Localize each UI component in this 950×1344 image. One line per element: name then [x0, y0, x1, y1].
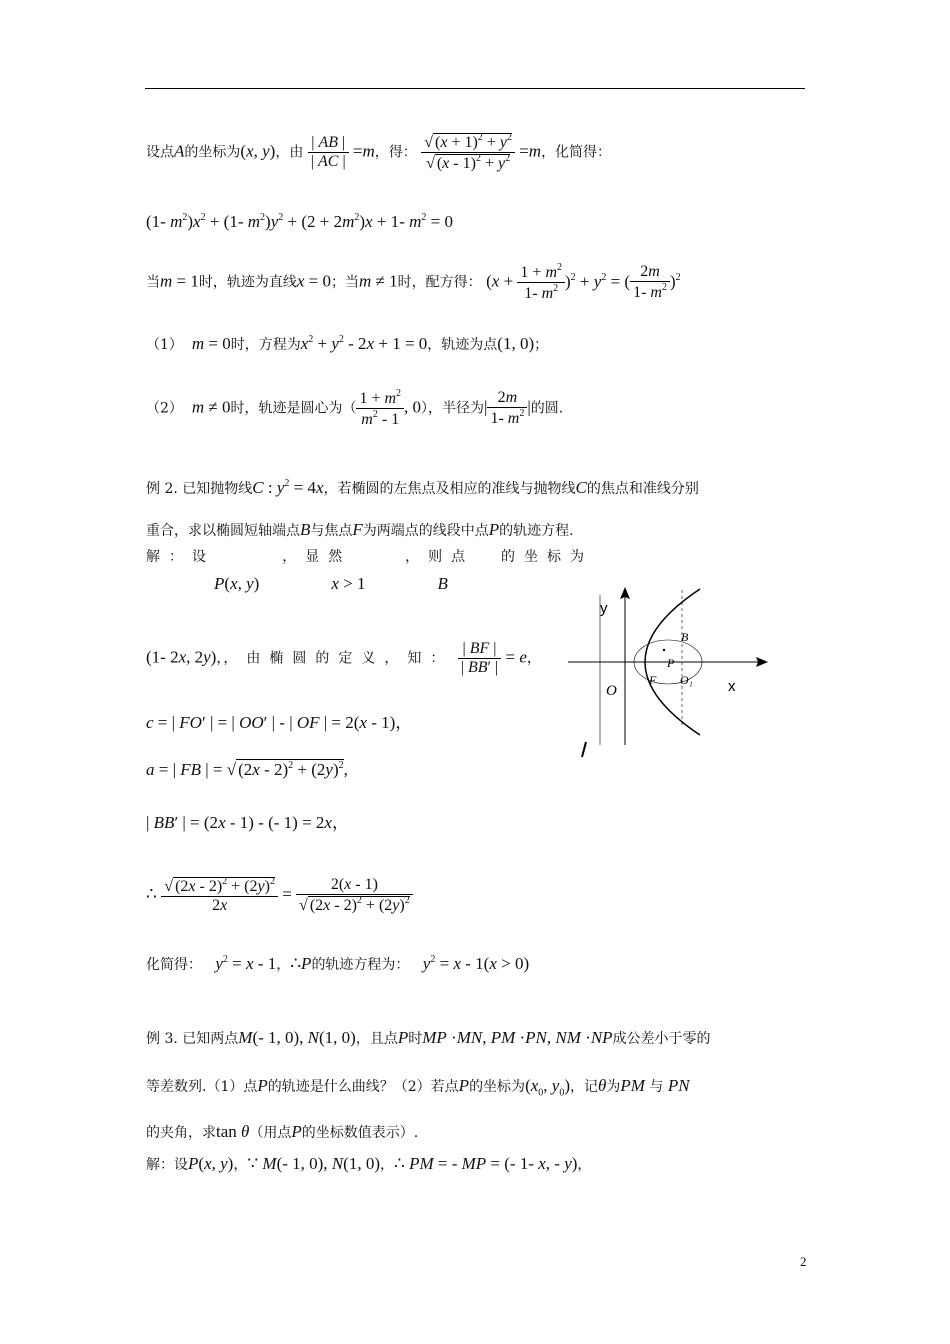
fraction: $\frac{| BF |}{| BB' |}$: [458, 640, 501, 677]
fraction: $\frac{1 + m^2}{m^2 - 1}$: [356, 388, 404, 429]
text: 化简得：: [146, 957, 202, 973]
text: ），半径为: [421, 400, 485, 417]
solution-3-line: 解：设P(x, y)，∵ M(- 1, 0), N(1, 0)，∴ PM = - MP = (- 1- x, - y)，: [146, 1154, 592, 1173]
equation-a: a = | FB | = √ $(2x - 2)^2 + (2y)^2$,: [146, 760, 348, 779]
fraction: $\frac{1 + m^2}{1- m^2}$: [517, 262, 565, 303]
text: 为: [606, 1079, 621, 1095]
fraction: $\frac{2(x - 1)}{√ (2x - 2)^2 + (2y)^2}$: [296, 876, 413, 915]
text: ，化简得：: [541, 144, 612, 161]
equation-line-2: (1- $m^2)x^2 + (1-$ $m^2)y^2 + (2 + 2m^2)x + 1-$ $m^2 = 0$: [146, 212, 453, 231]
text: 的焦点和准线分别: [586, 481, 699, 497]
x-label: x: [728, 678, 736, 695]
text: 解：设: [146, 1157, 188, 1173]
equation-c: c = | FO′ | = | OO′ | - | OF | = 2(x - 1)，: [146, 713, 413, 732]
text: 重合，求以椭圆短轴端点: [146, 523, 300, 539]
text: 的坐标数值表示）.: [301, 1125, 419, 1141]
fraction: $\frac{2m}{1- m^2}$: [487, 389, 527, 428]
text-line-5: （2） m ≠ 0时，轨迹是圆心为（ $\frac{1 + m^2}{m^2 - 1}$ , 0），半径为| $\frac{2m}{1- m^2}$ |的圆.: [146, 388, 564, 428]
fraction: $\frac{2m}{1- m^2}$: [630, 263, 670, 302]
text: 的夹角，求: [146, 1125, 216, 1141]
text: （1）: [146, 337, 183, 353]
text: 时，方程为: [230, 337, 301, 353]
text: ；当: [331, 274, 360, 291]
parabola-ellipse-figure: [560, 585, 780, 770]
text-line-3: 当m = 1时，轨迹为直线x = 0；当m ≠ 1时，配方得： (x + $\frac{1 + m^2}{1- m^2}$ )$^2 + y^2$ = ( $\frac{2m}{1- m^2}$ )$^2$: [146, 262, 681, 302]
f-label: F: [649, 673, 657, 687]
text: 例 3. 已知两点: [146, 1031, 239, 1047]
text: 的坐标为: [184, 144, 241, 161]
point-p: [663, 649, 665, 651]
fraction: $\frac{√ (2x - 2)^2 + (2y)^2}{2x}$: [161, 876, 278, 915]
text: ，记: [570, 1079, 598, 1095]
example-3-line-2: 等差数列.（1）点P的轨迹是什么曲线？（2）若点P的坐标为($x_0$, $y_0$)，记θ为PM 与 PN: [146, 1076, 690, 1099]
o-label: O: [606, 683, 617, 699]
header-rule: [145, 88, 805, 89]
text: 解：设: [146, 549, 215, 565]
text: 时，配方得：: [397, 274, 482, 291]
text: 为两端点的线段中点: [362, 523, 489, 539]
text-line-4: （1） m = 0时，方程为$x^2 + y^2 - 2x + 1 = 0$，轨迹为点(1, 0)；: [146, 334, 549, 353]
page-number: 2: [800, 1254, 807, 1269]
text: 时，轨迹为直线: [198, 274, 297, 291]
text: 成公差小于零的: [612, 1031, 711, 1047]
text: ，得：: [374, 144, 417, 161]
o1-label: O₁: [680, 673, 693, 687]
text: 的坐标为: [469, 1079, 526, 1095]
text: 的轨迹是什么曲线？（2）若点: [267, 1079, 459, 1095]
text: 与: [649, 1079, 664, 1095]
text-line-1: 设点A的坐标为(x, y)，由 $\frac{| AB |}{| AC |}$ =m，得： $\frac{√ (x + 1)^2 + y^2}{√ (x - 1)^2 + y^2}$ =m，化简得：: [146, 132, 612, 172]
b-label: B: [681, 630, 689, 644]
text: ，则点: [405, 549, 475, 565]
solution-2-line: [146, 546, 593, 566]
text: ，由椭圆的定义，知：: [223, 650, 454, 667]
simplified-line: 化简得： $y^2 = x - 1$，∴P的轨迹方程为： $y^2 = x - 1(x > 0)$: [146, 954, 530, 973]
example-2-line-2: 重合，求以椭圆短轴端点B与焦点F为两端点的线段中点P的轨迹方程.: [146, 520, 574, 539]
text: 例 2. 已知抛物线: [146, 481, 253, 497]
equation-therefore: ∴ $\frac{√ (2x - 2)^2 + (2y)^2}{2x}$ = $\frac{2(x - 1)}{√ (2x - 2)^2 + (2y)^2}$: [146, 876, 413, 915]
solution-2-line-3: (1- 2x, 2y)，，由椭圆的定义，知： $\frac{| BF |}{| BB' |}$ = e，: [146, 640, 541, 676]
text: ；: [534, 337, 549, 353]
example-3-line-3: 的夹角，求tan θ（用点P的坐标数值表示）.: [146, 1122, 419, 1141]
fraction: $\frac{√ (x + 1)^2 + y^2}{√ (x - 1)^2 + y^2}$: [421, 132, 515, 173]
text: 的坐标为: [500, 549, 593, 565]
fraction: $\frac{| AB |}{| AC |}$: [308, 134, 349, 171]
text: ，且点: [355, 1031, 398, 1047]
text: 等差数列.（1）点: [146, 1079, 258, 1095]
text: 时，轨迹是圆心为（: [230, 400, 357, 417]
text: 的轨迹方程为：: [311, 957, 410, 973]
text: ，若椭圆的左焦点及相应的准线与抛物线: [323, 481, 576, 497]
text: （用点: [249, 1125, 292, 1141]
tick-mark: [582, 742, 586, 757]
text: ，轨迹为点: [427, 337, 498, 353]
text: ，由: [275, 144, 304, 161]
solution-2-vars: P(x, y) x > 1 B: [214, 574, 448, 593]
y-label: y: [600, 600, 608, 617]
text: 的轨迹方程.: [499, 523, 574, 539]
text: ，显然: [282, 549, 352, 565]
example-3-line-1: 例 3. 已知两点M(- 1, 0), N(1, 0)，且点P时MP ·MN, PM ·PN, NM ·NP成公差小于零的: [146, 1028, 711, 1047]
text: 时: [408, 1031, 423, 1047]
text: 当: [146, 274, 160, 291]
text: 设点: [146, 144, 174, 161]
equation-bb: | BB′ | = (2x - 1) - (- 1) = 2x，: [146, 813, 349, 832]
text: 与焦点: [310, 523, 353, 539]
text: 的圆.: [530, 400, 564, 417]
example-2-line-1: 例 2. 已知抛物线C : $y^2 = 4x$，若椭圆的左焦点及相应的准线与抛物线C的焦点和准线分别: [146, 478, 699, 497]
text: （2）: [146, 400, 183, 417]
p-label: P: [667, 656, 675, 670]
